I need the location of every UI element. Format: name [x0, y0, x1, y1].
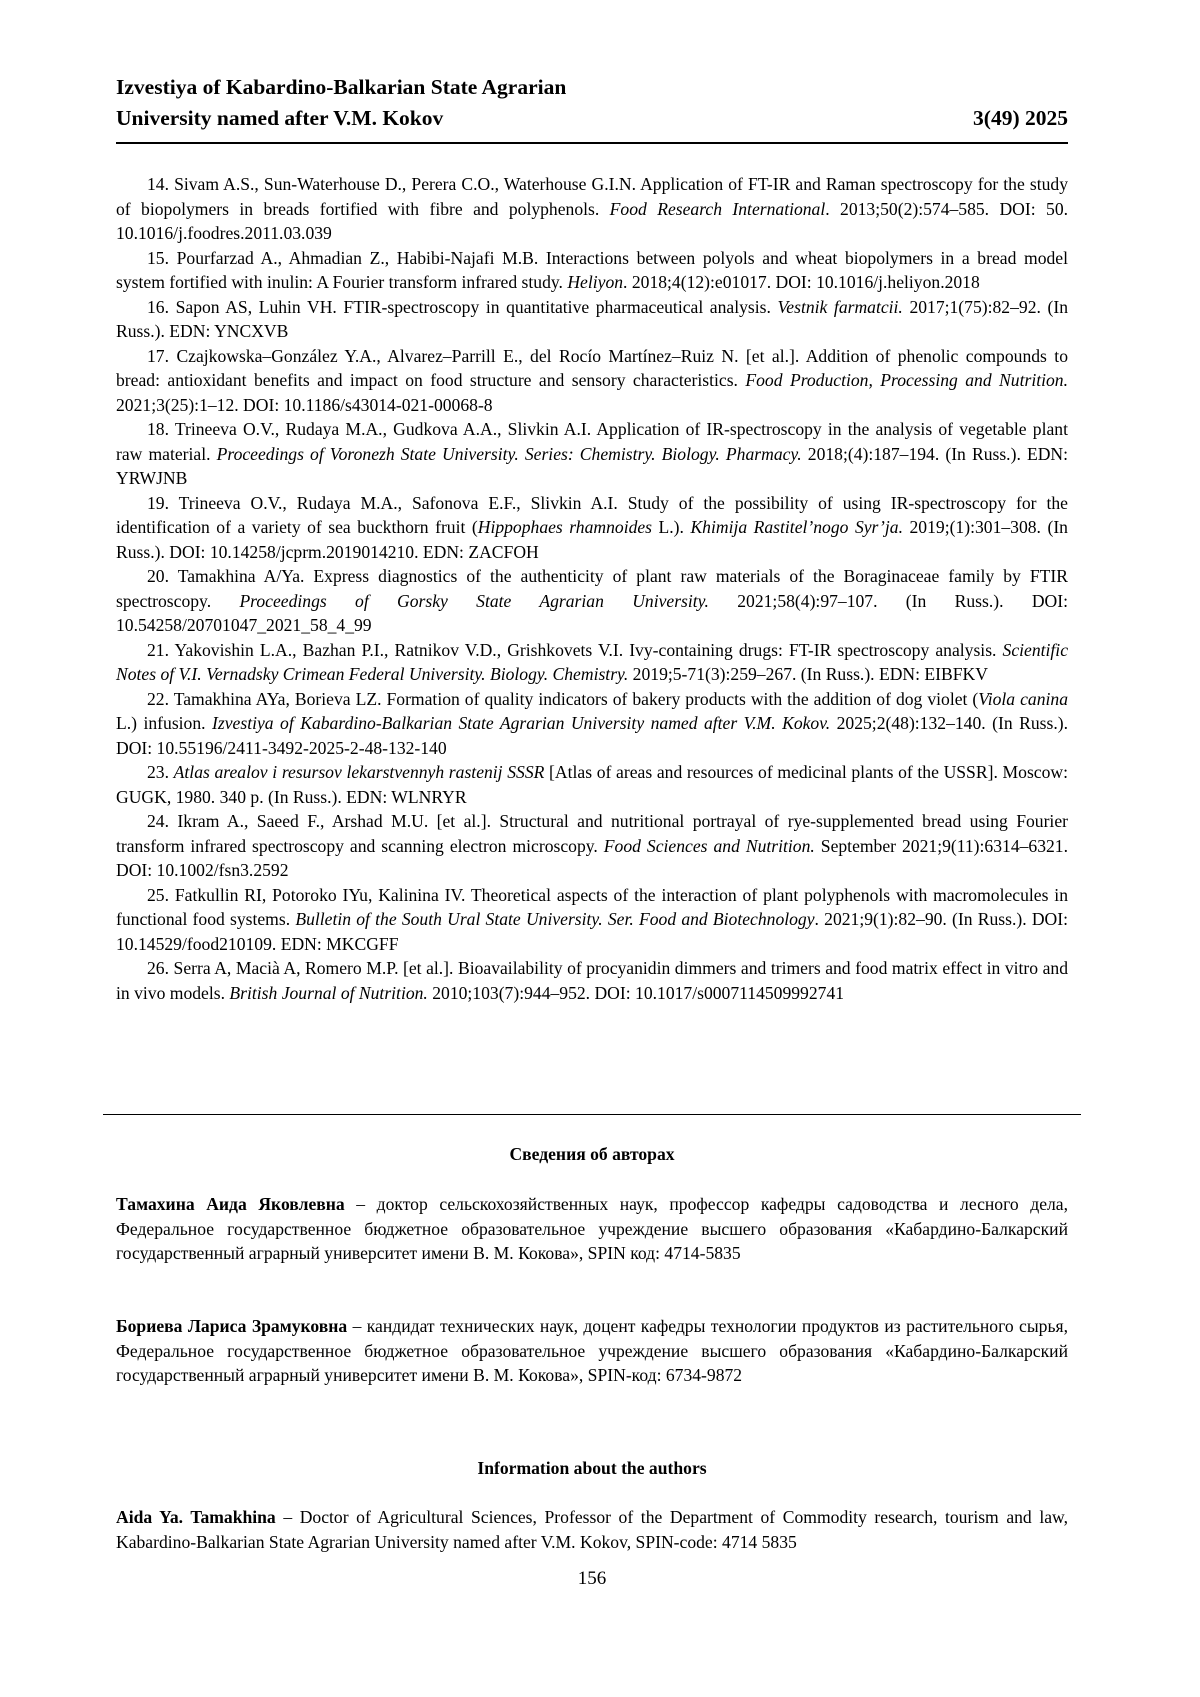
author-ru-1 [116, 1192, 1068, 1266]
reference-number: 20. [147, 566, 169, 586]
reference-source: Viola canina [978, 689, 1068, 709]
reference-number: 18. [147, 419, 169, 439]
reference-source: Food Sciences and Nutrition. [604, 836, 815, 856]
authors-en-heading: Information about the authors [116, 1456, 1068, 1481]
reference-source: Vestnik farmatcii. [778, 297, 903, 317]
reference-source: Bulletin of the South Ural State University. Ser. Food and Biotechnology [295, 909, 814, 929]
reference-text: L.). [652, 517, 690, 537]
reference-number: 15. [147, 248, 169, 268]
reference-text: Ikram A., Saeed F., Arshad M.U. [et al.]. Structural and nutritional portrayal of rye-supplemented bread using Fourier transform infrared spectroscopy and scanning electron microscopy. [116, 811, 1068, 856]
journal-title-line2: University named after V.M. Kokov [116, 103, 443, 134]
reference-text: [Atlas of areas and resources of medicinal plants of the USSR]. Moscow: GUGK, 1980. 340 p. (In Russ.). EDN: WLNRYR [116, 762, 1068, 807]
reference-number: 17. [147, 346, 169, 366]
reference-text: 2010;103(7):944–952. DOI: 10.1017/s0007114509992741 [428, 983, 844, 1003]
author-en-1 [116, 1505, 1068, 1554]
reference-item [116, 344, 1068, 418]
reference-item [116, 491, 1068, 565]
reference-number: 25. [147, 885, 169, 905]
reference-text: Yakovishin L.A., Bazhan P.I., Ratnikov V.D., Grishkovets V.I. Ivy-containing drugs: FT-IR spectroscopy analysis. [174, 640, 1002, 660]
reference-text: Pourfarzad A., Ahmadian Z., Habibi-Najafi M.B. Interactions between polyols and wheat biopolymers in a bread model system fortified with inulin: A Fourier transform infrared study. [116, 248, 1068, 293]
reference-text: September 2021;9(11):6314–6321. DOI: 10.1002/fsn3.2592 [116, 836, 1068, 881]
reference-source: Proceedings of Voronezh State University. Series: Chemistry. Biology. Pharmacy. [217, 444, 802, 464]
author-ru-2-info: – кандидат технических наук, доцент кафедры технологии продуктов из растительного сырья, Федеральное государственное бюджетное образовательное учреждение высшего образования «Кабардино-Балкарский государственный аграрный университет имени В. М. Кокова», SPIN-код: 6734-9872 [116, 1316, 1068, 1385]
reference-item [116, 295, 1068, 344]
reference-number: 21. [147, 640, 169, 660]
reference-source: Food Production, Processing and Nutrition. [745, 370, 1068, 390]
reference-source: Food Research International [610, 199, 826, 219]
reference-number: 26. [147, 958, 169, 978]
reference-text: Tamakhina AYa, Borieva LZ. Formation of quality indicators of bakery products with the addition of dog violet ( [174, 689, 979, 709]
issue-number: 3(49) 2025 [973, 103, 1068, 134]
reference-text: L.) infusion. [116, 713, 212, 733]
reference-text: Fatkullin RI, Potoroko IYu, Kalinina IV. Theoretical aspects of the interaction of plant polyphenols with macromolecules in functional food systems. [116, 885, 1068, 930]
section-separator [103, 1114, 1081, 1115]
author-en-1-info: – Doctor of Agricultural Sciences, Professor of the Department of Commodity research, tourism and law, Kabardino-Balkarian State Agrarian University named after V.M. Kokov, SPIN-code: 4714 5835 [116, 1507, 1068, 1552]
author-en-1-name: Aida Ya. Tamakhina [116, 1507, 276, 1527]
reference-item [116, 172, 1068, 246]
reference-source: Atlas arealov i resursov lekarstvennyh rastenij SSSR [174, 762, 545, 782]
reference-text: 2018;(4):187–194. (In Russ.). EDN: YRWJNB [116, 444, 1068, 489]
reference-text: Czajkowska–González Y.A., Alvarez–Parrill E., del Rocío Martínez–Ruiz N. [et al.]. Addition of phenolic compounds to bread: antioxidant benefits and impact on food structure and sensory characteristics. [116, 346, 1068, 391]
reference-item [116, 246, 1068, 295]
running-header [116, 72, 1068, 134]
reference-item [116, 638, 1068, 687]
reference-number: 24. [147, 811, 169, 831]
reference-item [116, 809, 1068, 883]
reference-source: Scientific Notes of V.I. Vernadsky Crimean Federal University. Biology. Chemistry. [116, 640, 1068, 685]
reference-item [116, 883, 1068, 957]
reference-text: 2019;5-71(3):259–267. (In Russ.). EDN: EIBFKV [628, 664, 988, 684]
journal-title-line1: Izvestiya of Kabardino-Balkarian State Agrarian [116, 72, 1068, 103]
reference-text: 2021;58(4):97–107. (In Russ.). DOI: 10.54258/20701047_2021_58_4_99 [116, 591, 1068, 636]
reference-text: Trineeva O.V., Rudaya M.A., Safonova E.F., Slivkin A.I. Study of the possibility of using IR-spectroscopy for the identification of a variety of sea buckthorn fruit ( [116, 493, 1068, 538]
reference-number: 23. [147, 762, 169, 782]
reference-list [116, 172, 1068, 1005]
authors-ru-heading: Сведения об авторах [116, 1142, 1068, 1167]
reference-text: 2021;3(25):1–12. DOI: 10.1186/s43014-021-00068-8 [116, 395, 493, 415]
reference-source: Khimija Rastitel’nogo Syr’ja. [690, 517, 903, 537]
reference-text: Sivam A.S., Sun-Waterhouse D., Perera C.O., Waterhouse G.I.N. Application of FT-IR and Raman spectroscopy for the study of biopolymers in breads fortified with fibre and polyphenols. [116, 174, 1068, 219]
header-rule [116, 142, 1068, 144]
reference-source: Heliyon [567, 272, 623, 292]
reference-text: Trineeva O.V., Rudaya M.A., Gudkova A.A., Slivkin A.I. Application of IR-spectroscopy in the analysis of vegetable plant raw material. [116, 419, 1068, 464]
reference-item [116, 417, 1068, 491]
reference-item [116, 760, 1068, 809]
page-number: 156 [116, 1566, 1068, 1592]
author-ru-2-name: Бориева Лариса Зрамуковна [116, 1316, 347, 1336]
reference-text: . 2013;50(2):574–585. DOI: 50. 10.1016/j.foodres.2011.03.039 [116, 199, 1068, 244]
reference-source: Hippophaes rhamnoides [478, 517, 652, 537]
reference-number: 22. [147, 689, 169, 709]
reference-text: 2017;1(75):82–92. (In Russ.). EDN: YNCXVB [116, 297, 1068, 342]
reference-source: Proceedings of Gorsky State Agrarian University. [239, 591, 708, 611]
reference-source: Izvestiya of Kabardino-Balkarian State Agrarian University named after V.M. Kokov. [212, 713, 830, 733]
reference-text: . 2021;9(1):82–90. (In Russ.). DOI: 10.14529/food210109. EDN: MKCGFF [116, 909, 1068, 954]
reference-text: Sapon AS, Luhin VH. FTIR-spectroscopy in quantitative pharmaceutical analysis. [176, 297, 778, 317]
reference-item [116, 956, 1068, 1005]
reference-item [116, 564, 1068, 638]
reference-number: 16. [147, 297, 169, 317]
reference-item [116, 687, 1068, 761]
journal-page [0, 0, 1200, 1697]
reference-source: British Journal of Nutrition. [229, 983, 427, 1003]
reference-text: Serra A, Macià A, Romero M.P. [et al.]. Bioavailability of procyanidin dimmers and trimers and food matrix effect in vitro and in vivo models. [116, 958, 1068, 1003]
author-ru-1-info: – доктор сельскохозяйственных наук, профессор кафедры садоводства и лесного дела, Федеральное государственное бюджетное образовательное учреждение высшего образования «Кабардино-Балкарский государственный аграрный университет имени В. М. Кокова», SPIN код: 4714-5835 [116, 1194, 1068, 1263]
reference-text: . 2018;4(12):e01017. DOI: 10.1016/j.heliyon.2018 [623, 272, 980, 292]
reference-text: 2025;2(48):132–140. (In Russ.). DOI: 10.55196/2411-3492-2025-2-48-132-140 [116, 713, 1068, 758]
reference-text: Tamakhina A/Ya. Express diagnostics of the authenticity of plant raw materials of the Boraginaceae family by FTIR spectroscopy. [116, 566, 1068, 611]
author-ru-2 [116, 1314, 1068, 1388]
reference-number: 19. [147, 493, 169, 513]
author-ru-1-name: Тамахина Аида Яковлевна [116, 1194, 345, 1214]
reference-number: 14. [147, 174, 169, 194]
reference-text: 2019;(1):301–308. (In Russ.). DOI: 10.14258/jcprm.2019014210. EDN: ZACFOH [116, 517, 1068, 562]
